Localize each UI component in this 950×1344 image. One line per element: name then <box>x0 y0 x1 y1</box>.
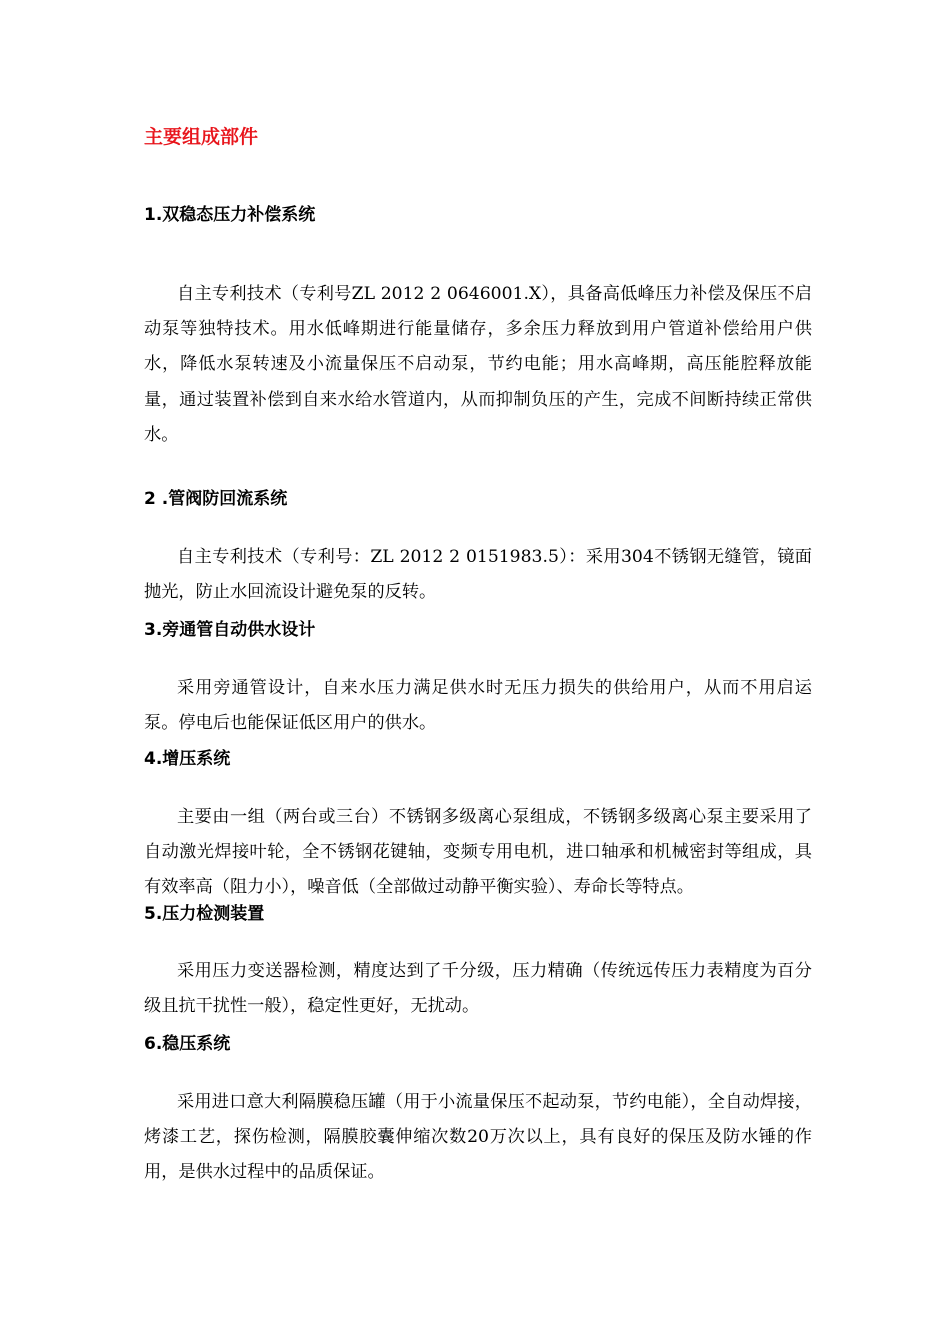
section-body: 自主专利技术（专利号ZL 2012 2 0646001.X），具备高低峰压力补偿及保压不启动泵等独特技术。用水低峰期进行能量储存，多余压力释放到用户管道补偿给用户供水，降低水泵转速及小流量保压不启动泵，节约电能；用水高峰期，高压能腔释放能量，通过装置补偿到自来水给水管道内，从而抑制负压的产生，完成不间断持续正常供水。 <box>144 284 812 445</box>
document-title: 主要组成部件 <box>144 126 259 148</box>
section-body: 采用旁通管设计，自来水压力满足供水时无压力损失的供给用户，从而不用启运泵。停电后也能保证低区用户的供水。 <box>144 678 812 734</box>
section-heading: 6.稳压系统 <box>144 1034 231 1054</box>
section-body: 采用进口意大利隔膜稳压罐（用于小流量保压不起动泵，节约电能），全自动焊接，烤漆工艺，探伤检测，隔膜胶囊伸缩次数20万次以上，具有良好的保压及防水锤的作用，是供水过程中的品质保证。 <box>144 1092 812 1183</box>
section-body: 采用压力变送器检测，精度达到了千分级，压力精确（传统远传压力表精度为百分级且抗干扰性一般），稳定性更好，无扰动。 <box>144 961 812 1017</box>
section-heading: 2 .管阀防回流系统 <box>144 489 288 509</box>
section-heading: 1.双稳态压力补偿系统 <box>144 205 316 225</box>
section-heading: 5.压力检测装置 <box>144 904 265 924</box>
section-heading: 3.旁通管自动供水设计 <box>144 620 316 640</box>
section-body: 主要由一组（两台或三台）不锈钢多级离心泵组成，不锈钢多级离心泵主要采用了自动激光焊接叶轮，全不锈钢花键轴，变频专用电机，进口轴承和机械密封等组成，具有效率高（阻力小），噪音低（全部做过动静平衡实验）、寿命长等特点。 <box>144 807 812 898</box>
section-heading: 4.增压系统 <box>144 749 231 769</box>
section-body: 自主专利技术（专利号：ZL 2012 2 0151983.5）：采用304不锈钢无缝管，镜面抛光，防止水回流设计避免泵的反转。 <box>144 547 812 603</box>
